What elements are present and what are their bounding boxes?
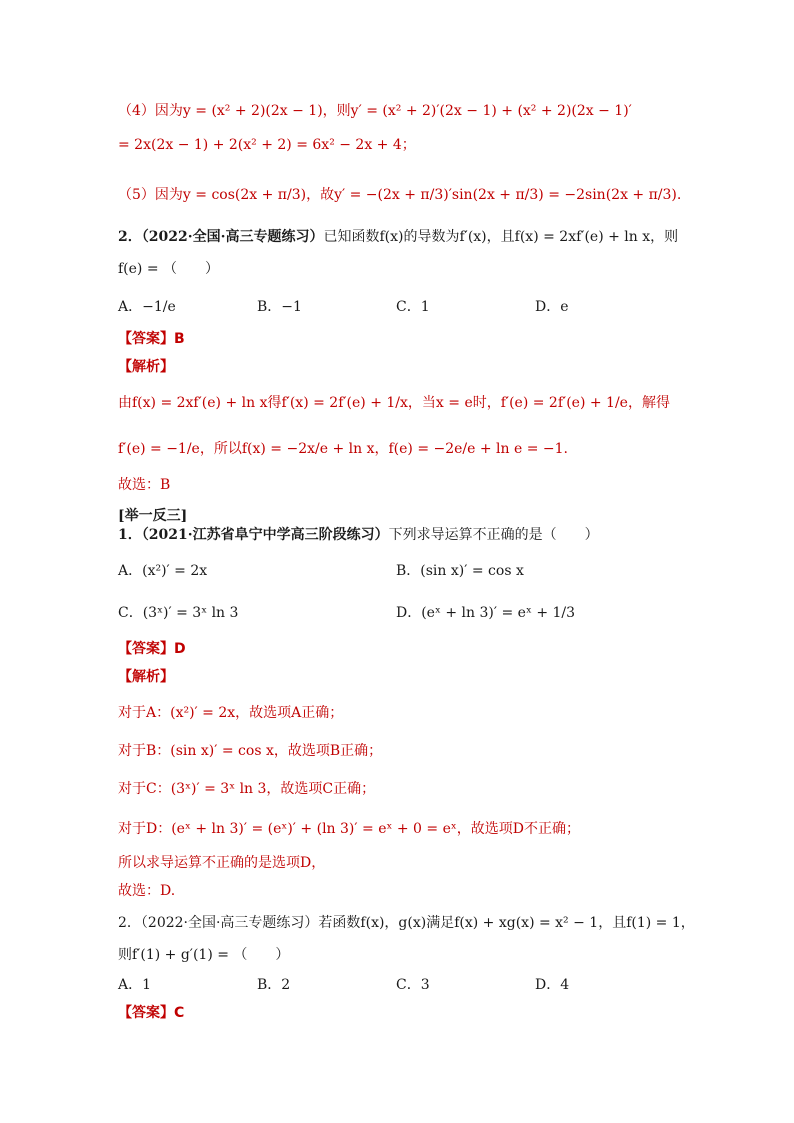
practice-question-2: 2．（2022·全国·高三专题练习）若函数f(x)，g(x)满足f(x) + xg(x) = x² − 1，且f(1) = 1， xyxy=(118,915,695,931)
option-b: B．2 xyxy=(257,977,291,993)
question-2 xyxy=(118,226,678,248)
option-c: C．3 xyxy=(396,977,430,993)
option-a: A．−1/e xyxy=(118,299,176,315)
option-d: D．(eˣ + ln 3)′ = eˣ + 1/3 xyxy=(396,605,576,621)
option-a: A．1 xyxy=(118,977,152,993)
question-source: 1．（2021·江苏省阜宁中学高三阶段练习） xyxy=(118,527,389,543)
solution-line: 对于C：(3ˣ)′ = 3ˣ ln 3，故选项C正确； xyxy=(118,781,376,797)
answer-label: 【答案】D xyxy=(118,641,186,657)
option-c: C．1 xyxy=(396,299,430,315)
solution-line: 由f(x) = 2xf′(e) + ln x得f′(x) = 2f′(e) + 1/x，当x = e时，f′(e) = 2f′(e) + 1/e，解得 xyxy=(118,395,670,411)
practice-question-2-cont: 则f′(1) + g′(1) = （ ） xyxy=(118,947,290,963)
option-d: D．e xyxy=(535,299,569,315)
section-heading: [举一反三] xyxy=(118,508,188,524)
question-text: 下列求导运算不正确的是（ ） xyxy=(388,527,599,543)
option-c: C．(3ˣ)′ = 3ˣ ln 3 xyxy=(118,605,239,621)
option-a: A．(x²)′ = 2x xyxy=(118,563,208,579)
analysis-label: 【解析】 xyxy=(118,359,174,375)
analysis-label: 【解析】 xyxy=(118,669,174,685)
practice-question-1 xyxy=(118,524,599,546)
option-b: B．−1 xyxy=(257,299,302,315)
option-d: D．4 xyxy=(535,977,570,993)
solution-line: 对于B：(sin x)′ = cos x，故选项B正确； xyxy=(118,743,383,759)
summary-line: 所以求导运算不正确的是选项D， xyxy=(118,855,326,871)
answer-label: 【答案】B xyxy=(118,331,185,347)
question-text: 已知函数f(x)的导数为f′(x)，且f(x) = 2xf′(e) + ln x，则 xyxy=(323,229,679,245)
choose-line: 故选：D. xyxy=(118,883,176,899)
solution-line: 对于A：(x²)′ = 2x，故选项A正确； xyxy=(118,705,344,721)
question-2-cont: f(e) = （ ） xyxy=(118,261,220,277)
solution-line: 对于D：(eˣ + ln 3)′ = (eˣ)′ + (ln 3)′ = eˣ + 0 = eˣ，故选项D不正确； xyxy=(118,821,581,837)
choose-line: 故选：B xyxy=(118,477,171,493)
question-source: 2．（2022·全国·高三专题练习） xyxy=(118,229,324,245)
option-b: B．(sin x)′ = cos x xyxy=(396,563,524,579)
solution-line-5: （5）因为y = cos(2x + π/3)，故y′ = −(2x + π/3)′sin(2x + π/3) = −2sin(2x + π/3). xyxy=(118,187,682,203)
solution-line-4-cont: = 2x(2x − 1) + 2(x² + 2) = 6x² − 2x + 4； xyxy=(118,137,416,153)
answer-label: 【答案】C xyxy=(118,1005,185,1021)
solution-line: f′(e) = −1/e，所以f(x) = −2x/e + ln x，f(e) = −2e/e + ln e = −1. xyxy=(118,441,569,457)
solution-line-4: （4）因为y = (x² + 2)(2x − 1)，则y′ = (x² + 2)′(2x − 1) + (x² + 2)(2x − 1)′ xyxy=(118,103,632,119)
